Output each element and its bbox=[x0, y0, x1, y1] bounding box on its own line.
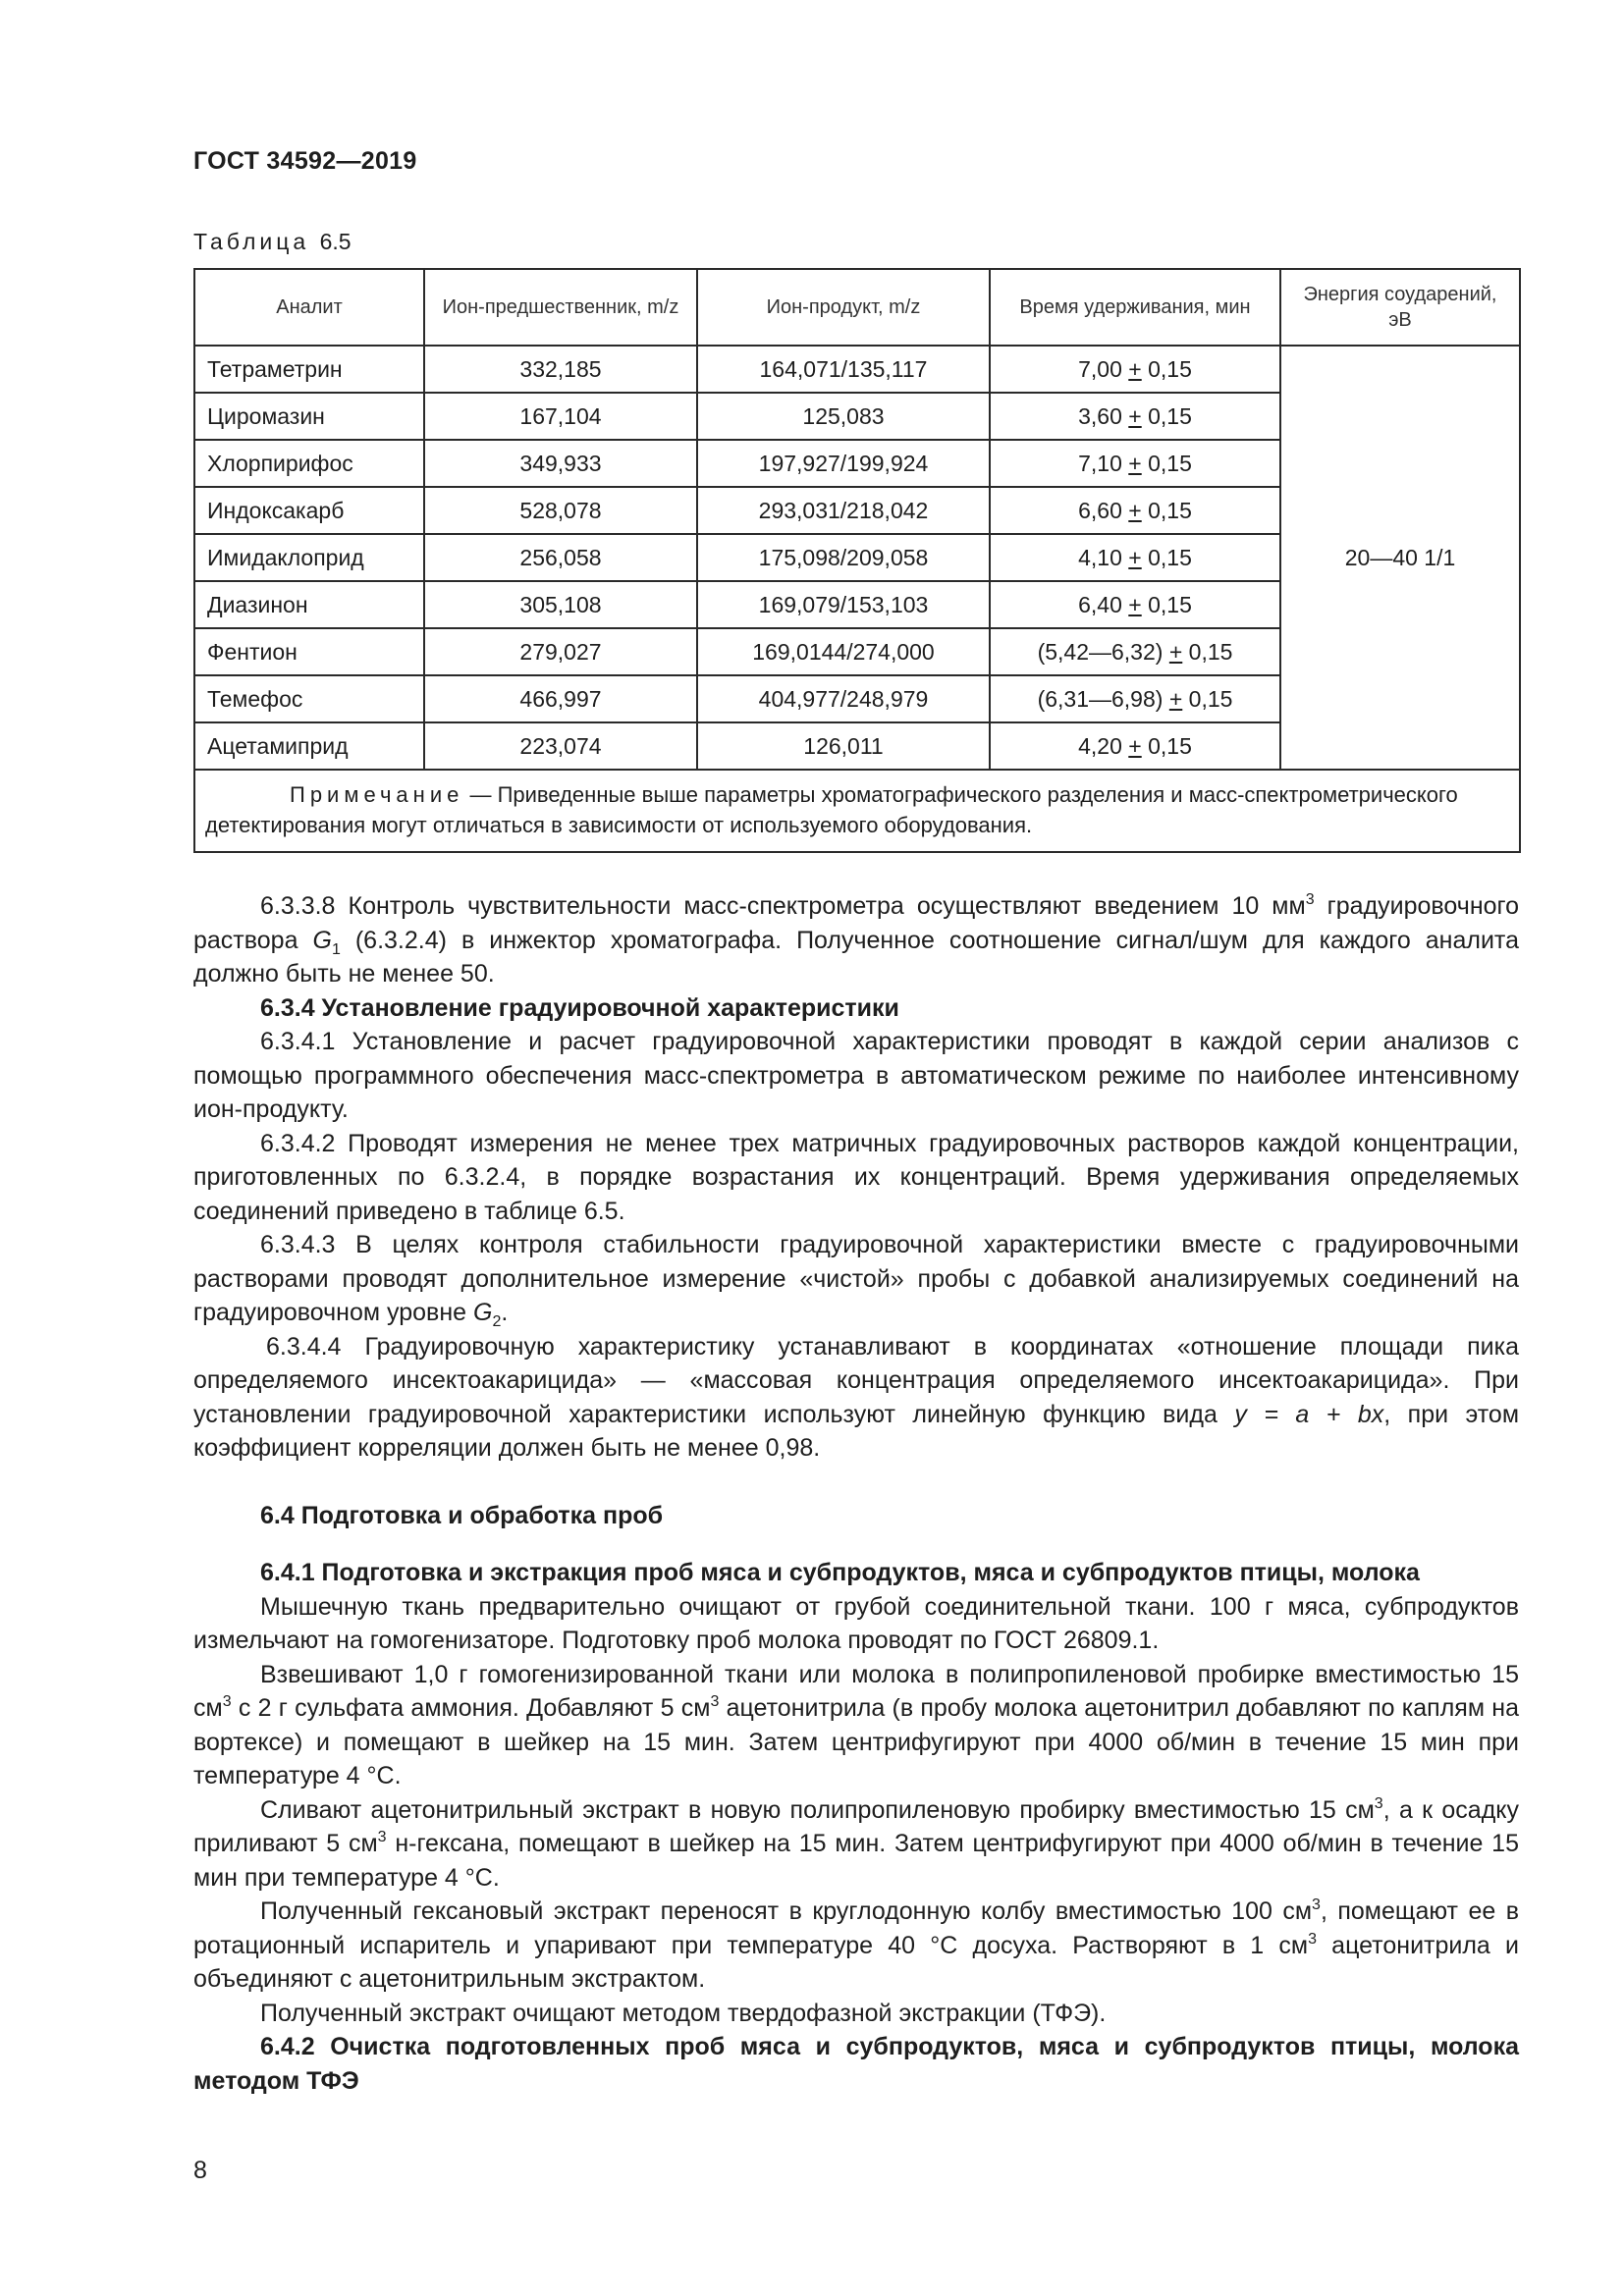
paragraph-6-4-1-b: Взвешивают 1,0 г гомогенизированной ткани или молока в полипропиленовой пробирке вместимостью 15 $см^3$ с 2 г сульфата аммония. Добавляют 5 $см^3$ ацетонитрила (в пробу молока ацетонитрил добавляют по каплям на вортексе) и помещают в шейкер на 15 мин. Затем центрифугируют при 4000 об/мин в течение 15 мин при температуре 4 °С. bbox=[193, 1660, 1519, 1789]
product-cell: 293,031/218,042 bbox=[697, 487, 990, 534]
precursor-cell: 223,074 bbox=[424, 722, 697, 770]
retention-cell: 7,10 + 0,15 bbox=[990, 440, 1280, 487]
precursor-cell: 305,108 bbox=[424, 581, 697, 628]
precursor-cell: 528,078 bbox=[424, 487, 697, 534]
page-number: 8 bbox=[193, 2157, 207, 2184]
retention-cell: (6,31—6,98) + 0,15 bbox=[990, 675, 1280, 722]
collision-energy-cell: 20—40 1/1 bbox=[1280, 346, 1520, 770]
parameters-table bbox=[193, 268, 1521, 853]
product-cell: 197,927/199,924 bbox=[697, 440, 990, 487]
analyte-cell: Темефос bbox=[194, 675, 424, 722]
document-header: ГОСТ 34592—2019 bbox=[193, 147, 417, 175]
heading-6-4-1: 6.4.1 Подготовка и экстракция проб мяса и субпродуктов, мяса и субпродуктов птицы, молока bbox=[260, 1559, 1420, 1586]
product-cell: 126,011 bbox=[697, 722, 990, 770]
retention-cell: 6,40 + 0,15 bbox=[990, 581, 1280, 628]
column-header: Время удерживания, мин bbox=[990, 269, 1280, 346]
precursor-cell: 167,104 bbox=[424, 393, 697, 440]
column-header: Ион-предшественник, m/z bbox=[424, 269, 697, 346]
paragraph-6-4-1-a: Мышечную ткань предварительно очищают от грубой соединительной ткани. 100 г мяса, субпродуктов измельчают на гомогенизаторе. Подготовку проб молока проводят по ГОСТ 26809.1. bbox=[193, 1592, 1519, 1654]
heading-6-3-4: 6.3.4 Установление градуировочной характеристики bbox=[260, 993, 899, 1022]
column-header: Ион-продукт, m/z bbox=[697, 269, 990, 346]
note-text: — Приведенные выше параметры хроматографического разделения и масс-спектрометрического детектирования могут отличаться в зависимости от используемого оборудования. bbox=[205, 782, 1458, 837]
retention-cell: (5,42—6,32) + 0,15 bbox=[990, 628, 1280, 675]
table-note bbox=[194, 770, 1520, 852]
analyte-cell: Ацетамиприд bbox=[194, 722, 424, 770]
heading-6-4: 6.4 Подготовка и обработка проб bbox=[260, 1501, 664, 1529]
paragraph-6-4-1-e: Полученный экстракт очищают методом твердофазной экстракции (ТФЭ). bbox=[260, 1999, 1107, 2027]
precursor-cell: 349,933 bbox=[424, 440, 697, 487]
paragraph-6-3-3-8: 6.3.3.8 Контроль чувствительности масс-спектрометра осуществляют введением 10 $мм^3$ градуировочного раствора $G_1$ (6.3.2.4) в инжектор хроматографа. Полученное соотношение сигнал/шум для каждого аналита должно быть не менее 50. bbox=[193, 891, 1520, 988]
analyte-cell: Имидаклоприд bbox=[194, 534, 424, 581]
paragraph-6-4-1-d: Полученный гексановый экстракт переносят в круглодонную колбу вместимостью 100 $см^3$, помещают ее в ротационный испаритель и упаривают при температуре 40 °С досуха. Растворяют в 1 $см^3$ ацетонитрила и объединяют с ацетонитрильным экстрактом. bbox=[193, 1896, 1520, 1993]
column-header: Аналит bbox=[194, 269, 424, 346]
table-caption bbox=[193, 229, 352, 255]
analyte-cell: Хлорпирифос bbox=[194, 440, 424, 487]
document-body bbox=[193, 889, 1519, 2098]
table-header-row bbox=[194, 269, 1520, 346]
paragraph-6-3-4-1: 6.3.4.1 Установление и расчет градуировочной характеристики проводят в каждой серии анализов с помощью программного обеспечения масс-спектрометра в автоматическом режиме по наиболее интенсивному ион-продукту. bbox=[193, 1028, 1519, 1123]
precursor-cell: 279,027 bbox=[424, 628, 697, 675]
analyte-cell: Фентион bbox=[194, 628, 424, 675]
paragraph-6-3-4-3: 6.3.4.3 В целях контроля стабильности градуировочной характеристики вместе с градуировочными растворами проводят дополнительное измерение «чистой» пробы с добавкой анализируемых соединений на градуировочном уровне $G_2$. bbox=[193, 1231, 1519, 1330]
analyte-cell: Индоксакарб bbox=[194, 487, 424, 534]
table-caption-label: Таблица bbox=[193, 229, 310, 254]
note-label: Примечание bbox=[290, 782, 464, 807]
retention-cell: 3,60 + 0,15 bbox=[990, 393, 1280, 440]
analyte-cell: Тетраметрин bbox=[194, 346, 424, 393]
paragraph-6-4-1-c: Сливают ацетонитрильный экстракт в новую полипропиленовую пробирку вместимостью 15 $см^3$, а к осадку приливают 5 $см^3$ н-гексана, помещают в шейкер на 15 мин. Затем центрифугируют при 4000 об/мин в течение 15 мин при температуре 4 °С. bbox=[193, 1794, 1519, 1892]
retention-cell: 4,20 + 0,15 bbox=[990, 722, 1280, 770]
table-caption-number: 6.5 bbox=[319, 229, 352, 254]
product-cell: 169,079/153,103 bbox=[697, 581, 990, 628]
product-cell: 175,098/209,058 bbox=[697, 534, 990, 581]
heading-6-4-2: 6.4.2 Очистка подготовленных проб мяса и субпродуктов, мяса и субпродуктов птицы, молока методом ТФЭ bbox=[193, 2033, 1519, 2095]
precursor-cell: 332,185 bbox=[424, 346, 697, 393]
table-row bbox=[194, 346, 1520, 393]
precursor-cell: 466,997 bbox=[424, 675, 697, 722]
retention-cell: 6,60 + 0,15 bbox=[990, 487, 1280, 534]
table-note-row bbox=[194, 770, 1520, 852]
product-cell: 404,977/248,979 bbox=[697, 675, 990, 722]
analyte-cell: Диазинон bbox=[194, 581, 424, 628]
product-cell: 125,083 bbox=[697, 393, 990, 440]
retention-cell: 4,10 + 0,15 bbox=[990, 534, 1280, 581]
retention-cell: 7,00 + 0,15 bbox=[990, 346, 1280, 393]
paragraph-6-3-4-2: 6.3.4.2 Проводят измерения не менее трех матричных градуировочных растворов каждой концентрации, приготовленных по 6.3.2.4, в порядке возрастания их концентраций. Время удерживания определяемых соединений приведено в таблице 6.5. bbox=[193, 1129, 1519, 1225]
product-cell: 169,0144/274,000 bbox=[697, 628, 990, 675]
analyte-cell: Циромазин bbox=[194, 393, 424, 440]
paragraph-6-3-4-4: 6.3.4.4 Градуировочную характеристику устанавливают в координатах «отношение площади пика определяемого инсектоакарицида» — «массовая концентрация определяемого инсектоакарицида». При установлении градуировочной характеристики используют линейную функцию вида y = a + bx, при этом коэффициент корреляции должен быть не менее 0,98. bbox=[193, 1332, 1520, 1462]
column-header: Энергия соударений, эВ bbox=[1280, 269, 1520, 346]
precursor-cell: 256,058 bbox=[424, 534, 697, 581]
product-cell: 164,071/135,117 bbox=[697, 346, 990, 393]
